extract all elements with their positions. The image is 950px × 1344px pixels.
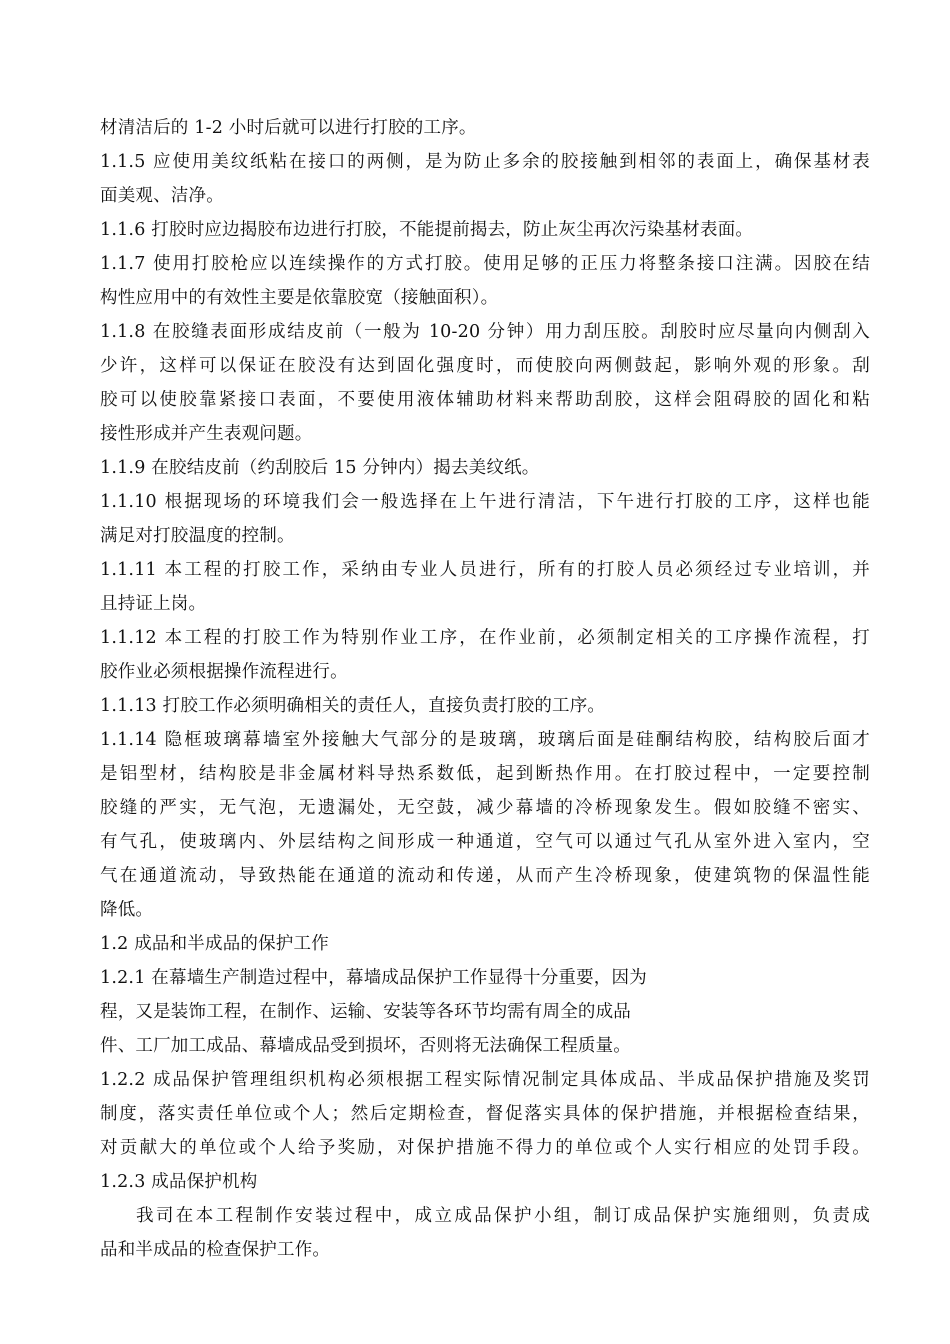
document-body: [100, 111, 870, 1267]
section-heading: 1.2.3 成品保护机构: [100, 1172, 258, 1192]
text-line: 品和半成品的检查保护工作。: [100, 1240, 331, 1260]
text-line: 1.1.14 隐框玻璃幕墙室外接触大气部分的是玻璃，玻璃后面是硅酮结构胶，结构胶后面才: [100, 730, 870, 750]
text-line: 面美观、洁净。: [100, 186, 224, 206]
text-line: 胶缝的严实，无气泡，无遗漏处，无空鼓，减少幕墙的冷桥现象发生。假如胶缝不密实、: [100, 798, 870, 818]
text-line: 接性形成并产生表观问题。: [100, 424, 313, 444]
text-line: 1.1.6 打胶时应边揭胶布边进行打胶，不能提前揭去，防止灰尘再次污染基材表面。: [100, 220, 754, 240]
text-line: 构性应用中的有效性主要是依靠胶宽（接触面积）。: [100, 288, 499, 308]
text-line: 胶作业必须根据操作流程进行。: [100, 662, 348, 682]
text-line: 对贡献大的单位或个人给予奖励，对保护措施不得力的单位或个人实行相应的处罚手段。: [100, 1138, 870, 1158]
text-line: 1.1.8 在胶缝表面形成结皮前（一般为 10-20 分钟）用力刮压胶。刮胶时应尽量向内侧刮入: [100, 322, 870, 342]
text-line: 制度，落实责任单位或个人；然后定期检查，督促落实具体的保护措施，并根据检查结果，: [100, 1104, 870, 1124]
text-line: 有气孔，使玻璃内、外层结构之间形成一种通道，空气可以通过气孔从室外进入室内，空: [100, 832, 870, 852]
section-heading: 1.2 成品和半成品的保护工作: [100, 934, 329, 954]
text-line: 1.1.10 根据现场的环境我们会一般选择在上午进行清洁，下午进行打胶的工序，这样也能: [100, 492, 870, 512]
text-line: 1.2.2 成品保护管理组织机构必须根据工程实际情况制定具体成品、半成品保护措施及奖罚: [100, 1070, 870, 1090]
text-line: 胶可以使胶靠紧接口表面，不要使用液体辅助材料来帮助刮胶，这样会阻碍胶的固化和粘: [100, 390, 870, 410]
text-line: 1.1.13 打胶工作必须明确相关的责任人，直接负责打胶的工序。: [100, 696, 606, 716]
text-line: 是铝型材，结构胶是非金属材料导热系数低，起到断热作用。在打胶过程中，一定要控制: [100, 764, 870, 784]
text-line: 满足对打胶温度的控制。: [100, 526, 295, 546]
text-line: 1.1.7 使用打胶枪应以连续操作的方式打胶。使用足够的正压力将整条接口注满。因胶在结: [100, 254, 870, 274]
text-line: 我司在本工程制作安装过程中，成立成品保护小组，制订成品保护实施细则，负责成: [136, 1206, 870, 1226]
text-line: 且持证上岗。: [100, 594, 207, 614]
text-line: 材清洁后的 1-2 小时后就可以进行打胶的工序。: [100, 118, 477, 138]
text-line: 降低。: [100, 900, 154, 920]
text-line: 1.1.12 本工程的打胶工作为特别作业工序，在作业前，必须制定相关的工序操作流程，打: [100, 628, 870, 648]
text-line: 件、工厂加工成品、幕墙成品受到损坏，否则将无法确保工程质量。: [100, 1036, 631, 1056]
text-line: 少许，这样可以保证在胶没有达到固化强度时，而使胶向两侧鼓起，影响外观的形象。刮: [100, 356, 870, 376]
text-line: 气在通道流动，导致热能在通道的流动和传递，从而产生冷桥现象，使建筑物的保温性能: [100, 866, 870, 886]
text-line: 1.1.5 应使用美纹纸粘在接口的两侧，是为防止多余的胶接触到相邻的表面上，确保基材表: [100, 152, 870, 172]
text-line: 1.1.11 本工程的打胶工作，采纳由专业人员进行，所有的打胶人员必须经过专业培训，并: [100, 560, 870, 580]
text-line: 1.2.1 在幕墙生产制造过程中，幕墙成品保护工作显得十分重要，因为: [100, 968, 647, 988]
text-line: 程，又是装饰工程，在制作、运输、安装等各环节均需有周全的成品: [100, 1002, 631, 1022]
text-line: 1.1.9 在胶结皮前（约刮胶后 15 分钟内）揭去美纹纸。: [100, 458, 540, 478]
